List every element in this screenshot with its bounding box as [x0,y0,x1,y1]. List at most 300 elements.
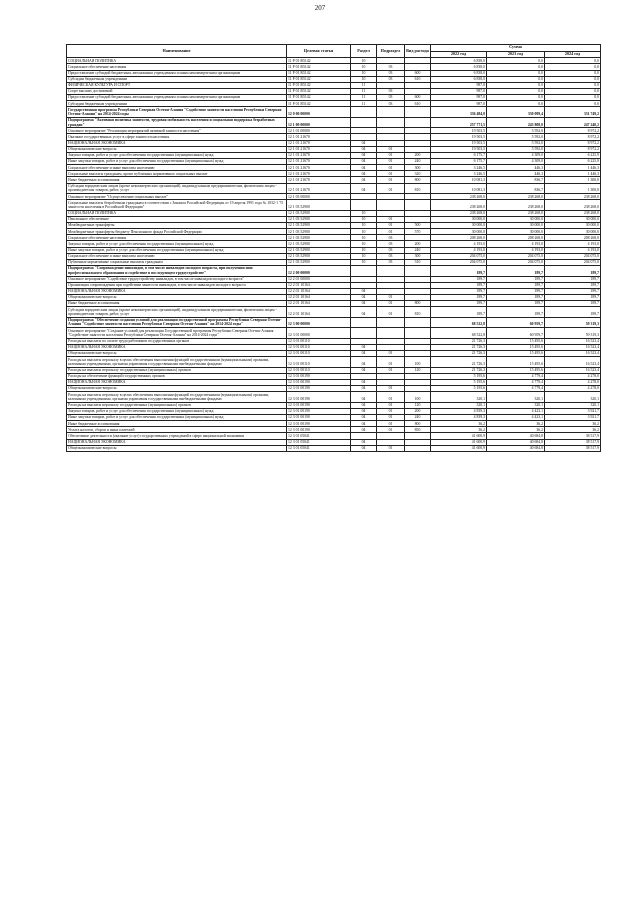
cell-kind [405,445,431,451]
cell-2022: 41 600,9 [431,439,487,445]
cell-name: Расходы на выплаты персоналу в целях обеспечения выполнения функций государственными (муниципальными) органами, казенными учреждениями, органами управления государственными внебюджетными фондами [67,357,287,368]
cell-2023: 40 684,8 [487,445,545,451]
cell-2022: 68 522,8 [431,328,487,339]
cell-name: Подпрограмма "Обеспечение создания условий для реализации государственной программы Республики Северная Осетия-Алания "Содействие занятости населения Республики Северная Осетия-Алания" на 2014-2024 годы" [67,317,287,328]
cell-2023: 0,0 [487,64,545,70]
cell-2023: 15 495,6 [487,367,545,373]
cell-kind: 800 [405,301,431,307]
cell-subsection: 03 [377,76,405,82]
cell-2024: 0,0 [545,88,601,94]
cell-kind [405,266,431,277]
cell-code: 12 1 03 00000 [287,194,351,200]
table-row [67,357,601,368]
cell-subsection: 01 [377,146,405,152]
cell-section: 04 [351,445,377,451]
cell-code: 12 3 01 00000 [287,328,351,339]
cell-2024: 36,2 [545,427,601,433]
cell-kind: 200 [405,241,431,247]
cell-code: 12 1 03 52900 [287,253,351,259]
cell-2024: 8 972,2 [545,146,601,152]
cell-subsection: 03 [377,95,405,101]
cell-2023: 320,1 [487,392,545,403]
cell-2024: 6 225,9 [545,152,601,158]
cell-2023: 15 495,6 [487,351,545,357]
table-row [67,307,601,318]
cell-2022: 189,7 [431,294,487,300]
cell-section [351,117,377,128]
cell-2023: 836,7 [487,183,545,194]
cell-kind: 610 [405,76,431,82]
cell-2023: 5 592,0 [487,140,545,146]
cell-section: 10 [351,70,377,76]
cell-kind: 500 [405,223,431,229]
cell-kind [405,200,431,211]
cell-code: 11 Р 01 R5142 [287,82,351,88]
cell-name: Межбюджетные трансферты [67,223,287,229]
cell-section: 10 [351,235,377,241]
cell-2022: 19 503,5 [431,134,487,140]
cell-2023: 5 592,0 [487,128,545,134]
cell-code: 12 2 01 10164 [287,282,351,288]
cell-code: 12 3 01 00110 [287,367,351,373]
cell-name: Межбюджетные трансферты бюджету Пенсионного фонда Российской Федерации [67,229,287,235]
cell-2024: 0,0 [545,101,601,107]
cell-code: 12 3 01 00190 [287,414,351,420]
cell-name: Расходы на выплаты по оплате труда работников государственных органов [67,338,287,344]
cell-section: 04 [351,392,377,403]
cell-2023: 60 959,7 [487,317,545,328]
cell-subsection: 01 [377,392,405,403]
cell-name: Публичные нормативные социальные выплаты гражданам [67,259,287,265]
cell-code: 11 Р 01 R5142 [287,101,351,107]
cell-2022: 4 839,3 [431,414,487,420]
cell-kind: 800 [405,421,431,427]
cell-section: 11 [351,88,377,94]
cell-kind [405,117,431,128]
cell-subsection: 03 [377,64,405,70]
cell-2022: 6 838,0 [431,70,487,76]
cell-name: Иные закупки товаров, работ и услуг для обеспечения государственных (муниципальных) нужд [67,247,287,253]
cell-2023: 4 779,4 [487,373,545,379]
cell-2023: 4 423,1 [487,414,545,420]
cell-code: 12 1 01 21670 [287,134,351,140]
cell-2023: 40 684,8 [487,439,545,445]
cell-name: СОЦИАЛЬНАЯ ПОЛИТИКА [67,58,287,64]
cell-section: 11 [351,95,377,101]
cell-2022: 238 268,0 [431,194,487,200]
cell-2023: 189,7 [487,288,545,294]
cell-section [351,317,377,328]
cell-2024: 189,7 [545,301,601,307]
cell-2023: 208 268,0 [487,235,545,241]
cell-subsection: 03 [377,241,405,247]
cell-2023: 238 268,0 [487,200,545,211]
cell-code: 12 3 01 00110 [287,357,351,368]
cell-section: 04 [351,146,377,152]
cell-code: 12 1 01 21670 [287,146,351,152]
cell-2024: 204 075,0 [545,253,601,259]
cell-2022: 189,7 [431,301,487,307]
cell-code: 12 1 03 52900 [287,210,351,216]
cell-2023: 4 779,4 [487,386,545,392]
cell-2022: 204 075,0 [431,259,487,265]
cell-name: Оказание государственных услуг в сфере занятости населения [67,134,287,140]
cell-subsection: 01 [377,294,405,300]
header-sum: Сумма [431,45,601,52]
cell-kind: 300 [405,165,431,171]
cell-code: 12 1 03 52900 [287,259,351,265]
cell-section: 04 [351,159,377,165]
cell-2024: 30 000,0 [545,216,601,222]
header-year-2024: 2024 год [545,51,601,58]
cell-subsection: 01 [377,421,405,427]
cell-section: 04 [351,294,377,300]
cell-section: 04 [351,171,377,177]
cell-subsection: 03 [377,88,405,94]
cell-2022: 3 246,5 [431,171,487,177]
cell-2024: 16 523,4 [545,338,601,344]
cell-2023: 15 495,6 [487,338,545,344]
cell-name: Общеэкономические вопросы [67,294,287,300]
cell-2024: 238 268,0 [545,194,601,200]
cell-name: Иные бюджетные ассигнования [67,301,287,307]
page-number: 207 [314,4,326,12]
cell-2022: 36,2 [431,427,487,433]
cell-2023: 0,0 [487,70,545,76]
cell-kind: 120 [405,367,431,373]
cell-kind: 310 [405,259,431,265]
cell-code: 12 1 01 21670 [287,152,351,158]
cell-kind: 240 [405,414,431,420]
cell-code: 11 Р 01 R5142 [287,95,351,101]
cell-name: Субсидии юридическим лицам (кроме некоммерческих организаций), индивидуальным предпринимателям, физическим лицам - производителям товаров, работ, услуг [67,183,287,194]
cell-2023: 0,0 [487,58,545,64]
cell-2024: 3 921,7 [545,414,601,420]
cell-2023: 4 309,0 [487,152,545,158]
cell-2024: 4 193,0 [545,247,601,253]
cell-section: 04 [351,152,377,158]
cell-2024: 16 523,4 [545,344,601,350]
header-section: Раздел [351,45,377,58]
cell-subsection: 01 [377,414,405,420]
cell-section: 04 [351,165,377,171]
cell-2023: 4 779,4 [487,379,545,385]
cell-code: 12 1 03 52900 [287,216,351,222]
cell-2024: 6 225,9 [545,159,601,165]
cell-2022: 21 726,3 [431,351,487,357]
cell-kind: 240 [405,159,431,165]
cell-name: СОЦИАЛЬНАЯ ПОЛИТИКА [67,210,287,216]
cell-subsection: 01 [377,427,405,433]
cell-2024: 238 268,0 [545,210,601,216]
cell-2024: 4 193,0 [545,241,601,247]
cell-subsection: 03 [377,101,405,107]
cell-subsection: 01 [377,351,405,357]
cell-subsection: 01 [377,165,405,171]
cell-subsection [377,200,405,211]
cell-2023: 15 495,6 [487,357,545,368]
table-row [67,328,601,339]
cell-subsection: 03 [377,253,405,259]
cell-subsection: 01 [377,171,405,177]
cell-name: Основное мероприятие "Реализация мероприятий активной занятости населения" [67,128,287,134]
cell-2022: 6 838,0 [431,64,487,70]
cell-code: 12 3 01 05041 [287,439,351,445]
cell-code: 12 3 01 00190 [287,386,351,392]
cell-2024: 189,7 [545,288,601,294]
cell-code: 11 Р 01 R5142 [287,58,351,64]
cell-2024: 0,0 [545,76,601,82]
cell-2022: 987,0 [431,88,487,94]
cell-2024: 30 000,0 [545,229,601,235]
cell-2024: 238 268,0 [545,200,601,211]
cell-2024: 4 278,0 [545,373,601,379]
cell-2022: 987,0 [431,101,487,107]
cell-2022: 4 839,3 [431,408,487,414]
cell-2024: 189,7 [545,294,601,300]
cell-2022: 30 000,0 [431,229,487,235]
cell-section: 11 [351,101,377,107]
table-row [67,183,601,194]
cell-2024: 8 972,2 [545,140,601,146]
cell-subsection [377,117,405,128]
cell-name: Предоставление субсидий бюджетным, автономным учреждениям и иным некоммерческим организациям [67,95,287,101]
cell-2022: 987,0 [431,95,487,101]
cell-name: Расходы на обеспечение функций государственных органов [67,373,287,379]
cell-name: Закупка товаров, работ и услуг для обеспечения государственных (муниципальных) нужд [67,152,287,158]
cell-subsection: 01 [377,445,405,451]
header-year-2023: 2023 год [487,51,545,58]
cell-2023: 60 959,7 [487,328,545,339]
cell-code: 12 1 01 21670 [287,165,351,171]
cell-name: Основное мероприятие "Создание условий для реализации Государственной программы Республики Северная Осетия-Алания "Содействие занятости населения Республики Северная Осетия-Алания" на 2014-2024 годы" [67,328,287,339]
cell-2024: 0,0 [545,82,601,88]
cell-2024: 3 921,7 [545,408,601,414]
cell-code: 12 2 01 10164 [287,288,351,294]
cell-code: 12 1 03 52900 [287,223,351,229]
cell-2023: 330 099,4 [487,107,545,118]
cell-2023: 5 592,0 [487,134,545,140]
cell-name: Субсидии бюджетным учреждениям [67,76,287,82]
cell-code: 12 3 01 00190 [287,408,351,414]
cell-2024: 16 523,4 [545,367,601,373]
cell-2022: 5 195,6 [431,379,487,385]
cell-2024: 320,1 [545,402,601,408]
cell-2022: 10 081,3 [431,177,487,183]
cell-2023: 4 423,1 [487,408,545,414]
cell-2023: 0,0 [487,101,545,107]
cell-code: 11 Р 01 R5142 [287,76,351,82]
cell-section: 04 [351,288,377,294]
cell-section: 04 [351,386,377,392]
cell-2022: 21 726,3 [431,338,487,344]
cell-code: 12 3 01 05041 [287,445,351,451]
cell-name: Общеэкономические вопросы [67,445,287,451]
cell-2022: 5 195,6 [431,373,487,379]
cell-2023: 204 075,0 [487,253,545,259]
cell-code: 12 2 01 10164 [287,294,351,300]
cell-name: Иные закупки товаров, работ и услуг для обеспечения государственных (муниципальных) нужд [67,414,287,420]
cell-2022: 30 000,0 [431,223,487,229]
cell-subsection [377,266,405,277]
cell-kind: 300 [405,253,431,259]
cell-subsection: 01 [377,301,405,307]
cell-2023: 0,0 [487,76,545,82]
cell-2022: 10 081,3 [431,183,487,194]
cell-section: 04 [351,414,377,420]
cell-subsection [377,328,405,339]
cell-subsection: 03 [377,70,405,76]
cell-2024: 189,7 [545,276,601,282]
cell-name: Подпрограмма "Активная политика занятости, трудовая мобильность населения и социальная поддержка безработных граждан" [67,117,287,128]
cell-2024: 0,0 [545,58,601,64]
cell-section: 11 [351,82,377,88]
cell-2022: 21 726,3 [431,367,487,373]
cell-2023: 30 000,0 [487,216,545,222]
cell-subsection [377,107,405,118]
cell-2022: 41 600,9 [431,445,487,451]
cell-kind: 600 [405,95,431,101]
cell-2022: 6 838,0 [431,58,487,64]
cell-2024: 189,7 [545,266,601,277]
cell-2023: 238 268,0 [487,194,545,200]
cell-section [351,200,377,211]
cell-section: 04 [351,307,377,318]
cell-name: Закупка товаров, работ и услуг для обеспечения государственных (муниципальных) нужд [67,408,287,414]
table-row [67,392,601,403]
cell-2024: 8 972,2 [545,128,601,134]
cell-section: 04 [351,351,377,357]
cell-subsection: 03 [377,247,405,253]
table-row [67,200,601,211]
cell-code: 12 1 03 52900 [287,235,351,241]
cell-2023: 446,3 [487,171,545,177]
cell-2024: 59 319,3 [545,328,601,339]
cell-subsection [377,317,405,328]
cell-kind: 810 [405,307,431,318]
cell-2024: 16 523,4 [545,357,601,368]
cell-2023: 189,7 [487,266,545,277]
table-row [67,117,601,128]
cell-name: НАЦИОНАЛЬНАЯ ЭКОНОМИКА [67,288,287,294]
cell-subsection: 03 [377,259,405,265]
cell-name: Общеэкономические вопросы [67,146,287,152]
cell-subsection: 01 [377,152,405,158]
cell-name: НАЦИОНАЛЬНАЯ ЭКОНОМИКА [67,439,287,445]
cell-subsection: 01 [377,402,405,408]
cell-code: 11 Р 01 R5142 [287,88,351,94]
cell-subsection: 01 [377,307,405,318]
cell-2024: 4 278,0 [545,379,601,385]
cell-2024: 8 972,2 [545,134,601,140]
cell-name: Социальные выплаты гражданам, кроме публичных нормативных социальных выплат [67,171,287,177]
cell-2022: 238 268,0 [431,200,487,211]
cell-kind: 810 [405,183,431,194]
cell-code: 12 3 01 00190 [287,379,351,385]
cell-2024: 1 446,3 [545,171,601,177]
cell-name: Подпрограмма "Сопровождение инвалидов, в том числе инвалидов молодого возраста, при получении ими профессионального образования и содействие в последующем трудоустройстве" [67,266,287,277]
cell-2022: 21 726,3 [431,357,487,368]
cell-code: 12 3 01 00110 [287,351,351,357]
cell-name: Предоставление субсидий бюджетным, автономным учреждениям и иным некоммерческим организациям [67,70,287,76]
cell-code: 12 3 00 00000 [287,317,351,328]
cell-2023: 204 075,0 [487,259,545,265]
cell-section [351,107,377,118]
cell-2023: 243 808,0 [487,117,545,128]
cell-2023: 4 193,0 [487,241,545,247]
cell-name: Обеспечение деятельности (оказание услуг) государственных учреждений в сфере национальной экономики [67,433,287,439]
cell-2023: 189,7 [487,282,545,288]
cell-subsection: 01 [377,183,405,194]
cell-2024: 0,0 [545,64,601,70]
cell-2024: 331 749,2 [545,107,601,118]
cell-subsection: 01 [377,177,405,183]
cell-2023: 30 000,0 [487,223,545,229]
cell-2023: 4 193,0 [487,247,545,253]
cell-section: 10 [351,210,377,216]
cell-kind: 100 [405,392,431,403]
cell-2022: 6 175,7 [431,159,487,165]
cell-kind: 600 [405,70,431,76]
cell-code: 12 2 01 00000 [287,276,351,282]
cell-kind: 200 [405,408,431,414]
cell-name: Расходы на выплаты персоналу государственных (муниципальных) органов [67,367,287,373]
cell-2024: 30 000,0 [545,223,601,229]
cell-code: 12 1 03 52900 [287,241,351,247]
cell-subsection: 01 [377,159,405,165]
cell-2022: 189,7 [431,282,487,288]
cell-2024: 189,7 [545,282,601,288]
cell-2023: 836,7 [487,177,545,183]
cell-2024: 0,0 [545,95,601,101]
cell-name: Общеэкономические вопросы [67,386,287,392]
cell-2022: 19 503,5 [431,128,487,134]
cell-2023: 36,2 [487,427,545,433]
cell-2024: 1 446,3 [545,165,601,171]
cell-name: Пенсионное обеспечение [67,216,287,222]
cell-code: 12 1 01 21670 [287,183,351,194]
header-name: Наименование [67,45,287,58]
cell-code: 12 3 01 00110 [287,338,351,344]
cell-2022: 30 000,0 [431,216,487,222]
cell-2022: 41 600,9 [431,433,487,439]
cell-section: 04 [351,439,377,445]
cell-section: 10 [351,58,377,64]
cell-code: 12 3 01 00190 [287,373,351,379]
cell-code: 12 0 00 00000 [287,107,351,118]
cell-code: 12 3 01 00190 [287,392,351,403]
cell-code: 12 3 01 00110 [287,344,351,350]
cell-kind: 100 [405,357,431,368]
cell-2022: 320,1 [431,402,487,408]
cell-2022: 204 075,0 [431,253,487,259]
cell-name: НАЦИОНАЛЬНАЯ ЭКОНОМИКА [67,140,287,146]
cell-subsection: 01 [377,357,405,368]
cell-2022: 208 268,0 [431,235,487,241]
cell-name: НАЦИОНАЛЬНАЯ ЭКОНОМИКА [67,379,287,385]
cell-section: 04 [351,177,377,183]
cell-section: 10 [351,253,377,259]
cell-2022: 21 726,3 [431,344,487,350]
cell-2022: 19 503,5 [431,140,487,146]
cell-section: 04 [351,402,377,408]
cell-2024: 1 300,0 [545,177,601,183]
cell-2022: 189,7 [431,266,487,277]
cell-2024: 1 300,0 [545,183,601,194]
cell-code: 12 3 01 05041 [287,433,351,439]
cell-section: 10 [351,76,377,82]
cell-2023: 0,0 [487,88,545,94]
